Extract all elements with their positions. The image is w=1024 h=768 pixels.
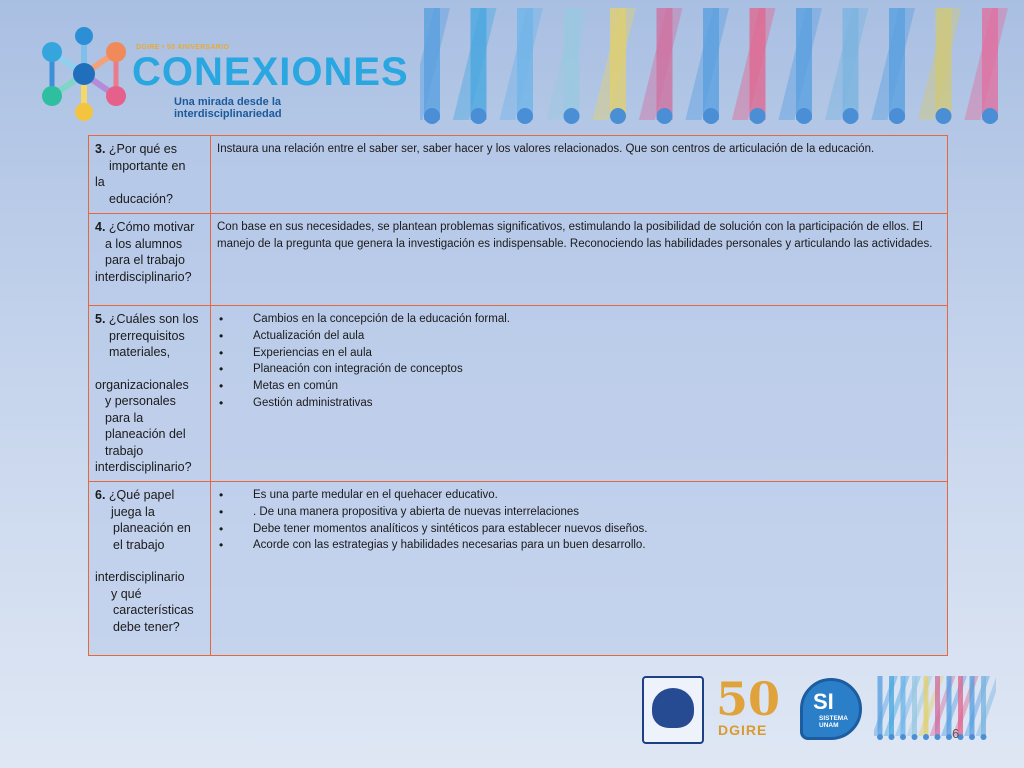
decorative-stripes-small [874, 674, 996, 744]
stripe-bar [947, 676, 952, 736]
decorative-stripes [420, 6, 1010, 130]
stripe-bar [889, 8, 905, 120]
stripe-dot [843, 108, 859, 124]
list-item: • Actualización del aula [217, 328, 941, 345]
list-item: • Acorde con las estrategias y habilidades necesarias para un buen desarrollo. [217, 537, 941, 554]
stripe-bar [901, 676, 906, 736]
stripe-bar [750, 8, 766, 120]
answer-cell [211, 214, 948, 306]
logo-tagline: Una mirada desde la interdisciplinariedad [174, 96, 282, 120]
stripe-bar [564, 8, 580, 120]
list-item: • Metas en común [217, 378, 941, 395]
stripe-dot [657, 108, 673, 124]
molecule-icon [38, 26, 134, 126]
table-row [89, 306, 948, 482]
stripe-dot [923, 734, 929, 740]
stripe-dot [935, 734, 941, 740]
stripe-dot [796, 108, 812, 124]
list-item: • Experiencias en el aula [217, 345, 941, 362]
list-item: • Cambios en la concepción de la educación formal. [217, 311, 941, 328]
stripe-bar [970, 676, 975, 736]
answer-text: Instaura una relación entre el saber ser, saber hacer y los valores relacionados. Que son centros de articulación de la educación. [217, 143, 875, 155]
stripe-bar [517, 8, 533, 120]
stripe-bar [796, 8, 812, 120]
list-item: • Es una parte medular en el quehacer educativo. [217, 487, 941, 504]
stripe-bar [878, 676, 883, 736]
si-unam-logo [800, 678, 862, 740]
stripe-bar [471, 8, 487, 120]
eagle-icon [652, 688, 694, 728]
dgire-number: 50 [716, 672, 781, 726]
si-label: SI [813, 689, 834, 714]
stripe-bar [981, 676, 986, 736]
stripe-bar [936, 8, 952, 120]
stripe-dot [969, 734, 975, 740]
question-cell: 3. ¿Por qué es importante en la educación? [89, 136, 211, 214]
stripe-bar [610, 8, 626, 120]
stripe-dot [912, 734, 918, 740]
answer-cell [211, 136, 948, 214]
conexiones-logo [38, 26, 409, 126]
answer-cell [211, 306, 948, 482]
page-number: 6 [952, 726, 960, 741]
answer-cell [211, 482, 948, 656]
stripe-dot [877, 734, 883, 740]
stripe-dot [517, 108, 533, 124]
stripe-bar [657, 8, 673, 120]
answer-text: Con base en sus necesidades, se plantean problemas significativos, estimulando la posibilidad de solución con la participación de ellos. El manejo de la pregunta que genera la investigación es indispensable. Reconociendo las habilidades personales y articulando las actividades. [217, 221, 933, 250]
stripe-dot [981, 734, 987, 740]
list-item: • . De una manera propositiva y abierta de nuevas interrelaciones [217, 504, 941, 521]
stripe-dot [703, 108, 719, 124]
stripe-dot [900, 734, 906, 740]
stripe-dot [424, 108, 440, 124]
question-cell: 6. ¿Qué papel juega la planeación en el trabajo interdisciplinario y qué características debe tener? [89, 482, 211, 656]
stripe-dot [936, 108, 952, 124]
question-cell: 4. ¿Cómo motivar a los alumnos para el trabajo interdisciplinario? [89, 214, 211, 306]
stripe-dot [750, 108, 766, 124]
stripe-dot [471, 108, 487, 124]
list-item: • Gestión administrativas [217, 395, 941, 412]
bullet-list [217, 487, 941, 554]
stripe-bar [889, 676, 894, 736]
anniversary-label: DGIRE • 50 ANIVERSARIO [136, 44, 230, 51]
stripe-bar [424, 8, 440, 120]
stripe-dot [889, 108, 905, 124]
stripe-bar [982, 8, 998, 120]
logo-wordmark: CONEXIONES [132, 50, 409, 94]
table-row [89, 214, 948, 306]
stripe-dot [564, 108, 580, 124]
stripe-dot [889, 734, 895, 740]
stripe-bar [924, 676, 929, 736]
list-item: • Planeación con integración de conceptos [217, 361, 941, 378]
stripe-bar [703, 8, 719, 120]
stripe-bar [912, 676, 917, 736]
stripe-dot [982, 108, 998, 124]
table-row [89, 136, 948, 214]
stripe-dot [610, 108, 626, 124]
stripe-bar [935, 676, 940, 736]
list-item: • Debe tener momentos analíticos y sintéticos para establecer nuevos diseños. [217, 521, 941, 538]
stripe-bar [843, 8, 859, 120]
qa-table [88, 135, 948, 656]
dgire-label: DGIRE [718, 722, 768, 738]
unam-seal-logo [642, 676, 704, 744]
dgire-50-logo [712, 672, 788, 740]
table-row [89, 482, 948, 656]
bullet-list [217, 311, 941, 412]
si-subtitle: SISTEMA UNAM [819, 715, 848, 729]
question-cell: 5. ¿Cuáles son los prerrequisitos materiales, organizacionales y personales para la planeación del trabajo interdisciplinario? [89, 306, 211, 482]
